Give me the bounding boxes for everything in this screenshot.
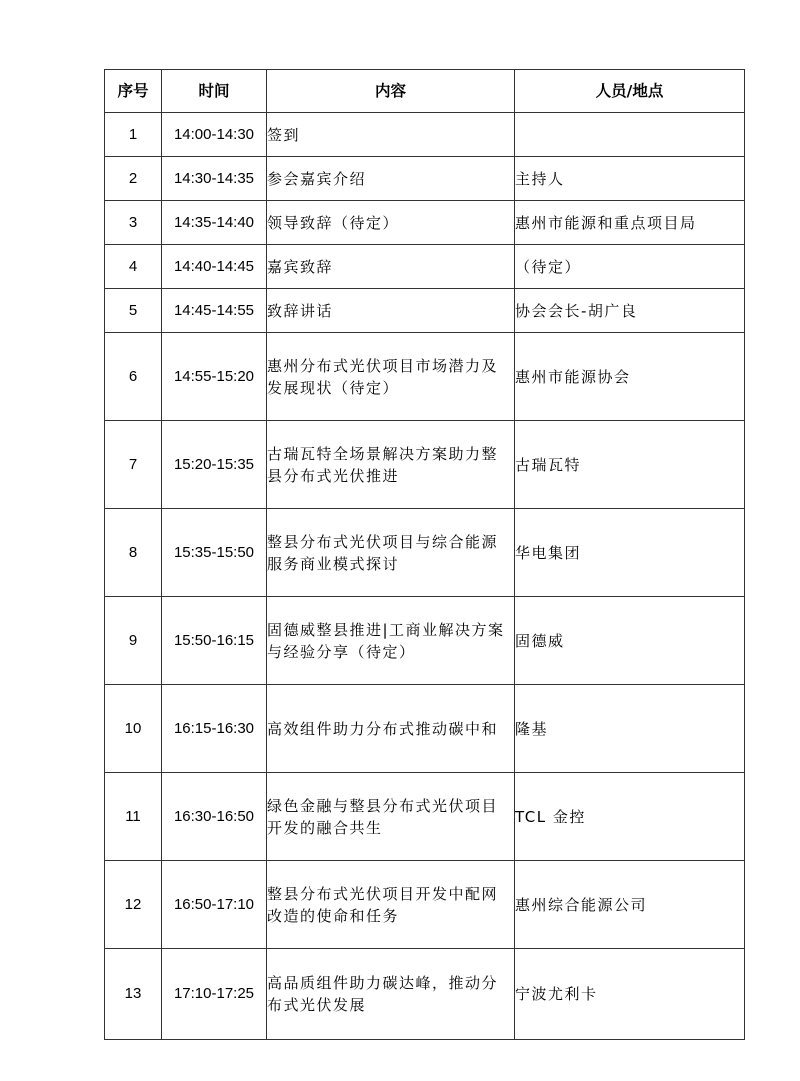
table-row bbox=[105, 201, 745, 245]
header-number: 序号 bbox=[105, 70, 162, 113]
table-row bbox=[105, 421, 745, 509]
row-number: 5 bbox=[105, 289, 162, 333]
table-row bbox=[105, 333, 745, 421]
row-content: 签到 bbox=[267, 113, 515, 157]
row-person-location: 惠州市能源和重点项目局 bbox=[515, 201, 745, 245]
row-person-location: 主持人 bbox=[515, 157, 745, 201]
row-time: 14:45-14:55 bbox=[162, 289, 267, 333]
table-row bbox=[105, 289, 745, 333]
row-time: 16:50-17:10 bbox=[162, 861, 267, 949]
row-number: 6 bbox=[105, 333, 162, 421]
row-time: 14:40-14:45 bbox=[162, 245, 267, 289]
header-content: 内容 bbox=[267, 70, 515, 113]
row-time: 14:35-14:40 bbox=[162, 201, 267, 245]
row-content: 绿色金融与整县分布式光伏项目开发的融合共生 bbox=[267, 773, 515, 861]
table-row bbox=[105, 685, 745, 773]
row-time: 16:15-16:30 bbox=[162, 685, 267, 773]
row-content: 嘉宾致辞 bbox=[267, 245, 515, 289]
table-row bbox=[105, 949, 745, 1040]
row-person-location: 华电集团 bbox=[515, 509, 745, 597]
table-row bbox=[105, 773, 745, 861]
row-time: 14:55-15:20 bbox=[162, 333, 267, 421]
row-person-location: （待定） bbox=[515, 245, 745, 289]
row-person-location: 惠州综合能源公司 bbox=[515, 861, 745, 949]
table-row bbox=[105, 157, 745, 201]
row-person-location: 隆基 bbox=[515, 685, 745, 773]
row-number: 1 bbox=[105, 113, 162, 157]
row-number: 7 bbox=[105, 421, 162, 509]
row-content: 惠州分布式光伏项目市场潜力及发展现状（待定） bbox=[267, 333, 515, 421]
row-content: 整县分布式光伏项目与综合能源服务商业模式探讨 bbox=[267, 509, 515, 597]
table-row bbox=[105, 113, 745, 157]
agenda-table bbox=[104, 69, 745, 1040]
row-content: 致辞讲话 bbox=[267, 289, 515, 333]
table-row bbox=[105, 597, 745, 685]
row-number: 13 bbox=[105, 949, 162, 1040]
row-time: 15:20-15:35 bbox=[162, 421, 267, 509]
row-content: 参会嘉宾介绍 bbox=[267, 157, 515, 201]
row-number: 9 bbox=[105, 597, 162, 685]
row-person-location: 古瑞瓦特 bbox=[515, 421, 745, 509]
row-time: 14:30-14:35 bbox=[162, 157, 267, 201]
row-time: 15:35-15:50 bbox=[162, 509, 267, 597]
row-content: 领导致辞（待定） bbox=[267, 201, 515, 245]
row-number: 11 bbox=[105, 773, 162, 861]
header-row bbox=[105, 70, 745, 113]
row-number: 4 bbox=[105, 245, 162, 289]
row-number: 12 bbox=[105, 861, 162, 949]
header-person-location: 人员/地点 bbox=[515, 70, 745, 113]
row-time: 14:00-14:30 bbox=[162, 113, 267, 157]
header-time: 时间 bbox=[162, 70, 267, 113]
row-person-location: 宁波尤利卡 bbox=[515, 949, 745, 1040]
table-row bbox=[105, 509, 745, 597]
row-number: 8 bbox=[105, 509, 162, 597]
row-number: 3 bbox=[105, 201, 162, 245]
row-content: 整县分布式光伏项目开发中配网改造的使命和任务 bbox=[267, 861, 515, 949]
row-person-location: 惠州市能源协会 bbox=[515, 333, 745, 421]
table-row bbox=[105, 245, 745, 289]
row-time: 16:30-16:50 bbox=[162, 773, 267, 861]
row-number: 2 bbox=[105, 157, 162, 201]
table-row bbox=[105, 861, 745, 949]
row-person-location: TCL 金控 bbox=[515, 773, 745, 861]
row-time: 15:50-16:15 bbox=[162, 597, 267, 685]
row-content: 高品质组件助力碳达峰，推动分布式光伏发展 bbox=[267, 949, 515, 1040]
row-content: 固德威整县推进|工商业解决方案与经验分享（待定） bbox=[267, 597, 515, 685]
row-number: 10 bbox=[105, 685, 162, 773]
row-person-location: 固德威 bbox=[515, 597, 745, 685]
row-time: 17:10-17:25 bbox=[162, 949, 267, 1040]
row-person-location bbox=[515, 113, 745, 157]
row-content: 高效组件助力分布式推动碳中和 bbox=[267, 685, 515, 773]
row-content: 古瑞瓦特全场景解决方案助力整县分布式光伏推进 bbox=[267, 421, 515, 509]
row-person-location: 协会会长-胡广良 bbox=[515, 289, 745, 333]
